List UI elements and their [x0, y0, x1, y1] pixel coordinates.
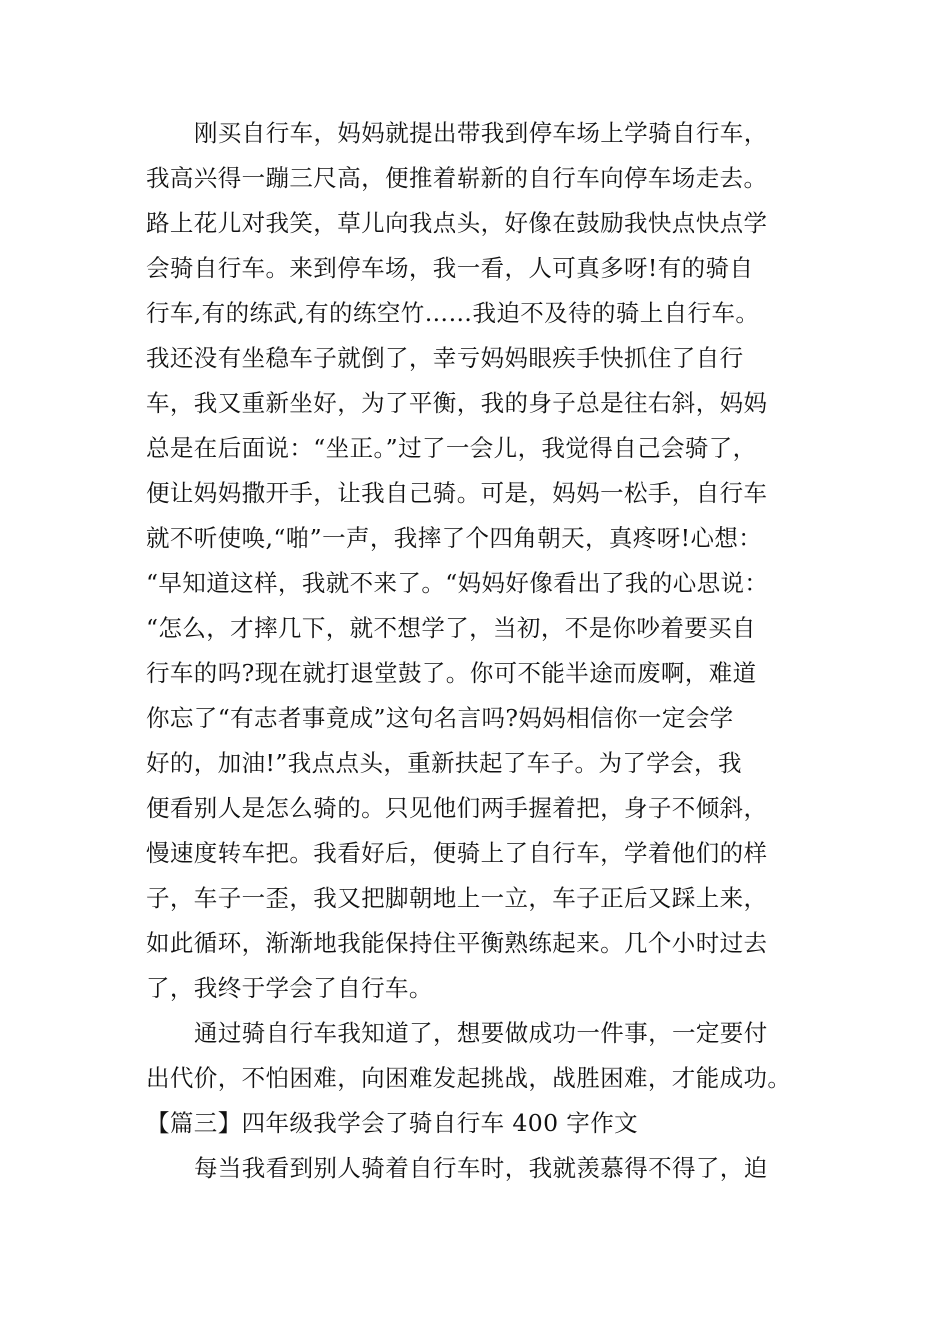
text-line: 行车的吗?现在就打退堂鼓了。你可不能半途而废啊，难道 — [146, 659, 757, 687]
text-line: 每当我看到别人骑着自行车时，我就羡慕得不得了，迫 — [194, 1154, 768, 1182]
text-line: 便看别人是怎么骑的。只见他们两手握着把，身子不倾斜， — [146, 794, 768, 822]
text-line: 如此循环，渐渐地我能保持住平衡熟练起来。几个小时过去 — [146, 929, 768, 957]
text-line: 就不听使唤,“啪”一声，我摔了个四角朝天，真疼呀!心想： — [146, 524, 763, 552]
text-line: 出代价，不怕困难，向困难发起挑战，战胜困难，才能成功。 — [146, 1064, 792, 1092]
text-line: “早知道这样，我就不来了。“妈妈好像看出了我的心思说： — [146, 569, 769, 597]
text-line: 你忘了“有志者事竟成”这句名言吗?妈妈相信你一定会学 — [146, 704, 734, 732]
text-line: 我高兴得一蹦三尺高，便推着崭新的自行车向停车场走去。 — [146, 164, 768, 192]
text-line: 通过骑自行车我知道了，想要做成功一件事，一定要付 — [194, 1019, 768, 1047]
text-line: 刚买自行车，妈妈就提出带我到停车场上学骑自行车， — [194, 119, 768, 147]
text-line: 子，车子一歪，我又把脚朝地上一立，车子正后又踩上来， — [146, 884, 768, 912]
text-line: 了，我终于学会了自行车。 — [146, 974, 433, 1002]
text-line: 路上花儿对我笑，草儿向我点头，好像在鼓励我快点快点学 — [146, 209, 768, 237]
text-line: 我还没有坐稳车子就倒了，幸亏妈妈眼疾手快抓住了自行 — [146, 344, 744, 372]
text-line: 好的，加油!”我点点头，重新扶起了车子。为了学会，我 — [146, 749, 742, 777]
section-heading: 【篇三】四年级我学会了骑自行车 400 字作文 — [146, 1109, 638, 1137]
text-line: 会骑自行车。来到停车场，我一看，人可真多呀!有的骑自 — [146, 254, 754, 282]
text-line: 车，我又重新坐好，为了平衡，我的身子总是往右斜，妈妈 — [146, 389, 768, 417]
text-line: 总是在后面说：“坐正。”过了一会儿，我觉得自己会骑了， — [146, 434, 757, 462]
text-line: 慢速度转车把。我看好后，便骑上了自行车，学着他们的样 — [146, 839, 768, 867]
text-line: 行车,有的练武,有的练空竹……我迫不及待的骑上自行车。 — [146, 299, 760, 327]
text-line: 便让妈妈撒开手，让我自己骑。可是，妈妈一松手，自行车 — [146, 479, 768, 507]
text-line: “怎么，才摔几下，就不想学了，当初，不是你吵着要买自 — [146, 614, 756, 642]
